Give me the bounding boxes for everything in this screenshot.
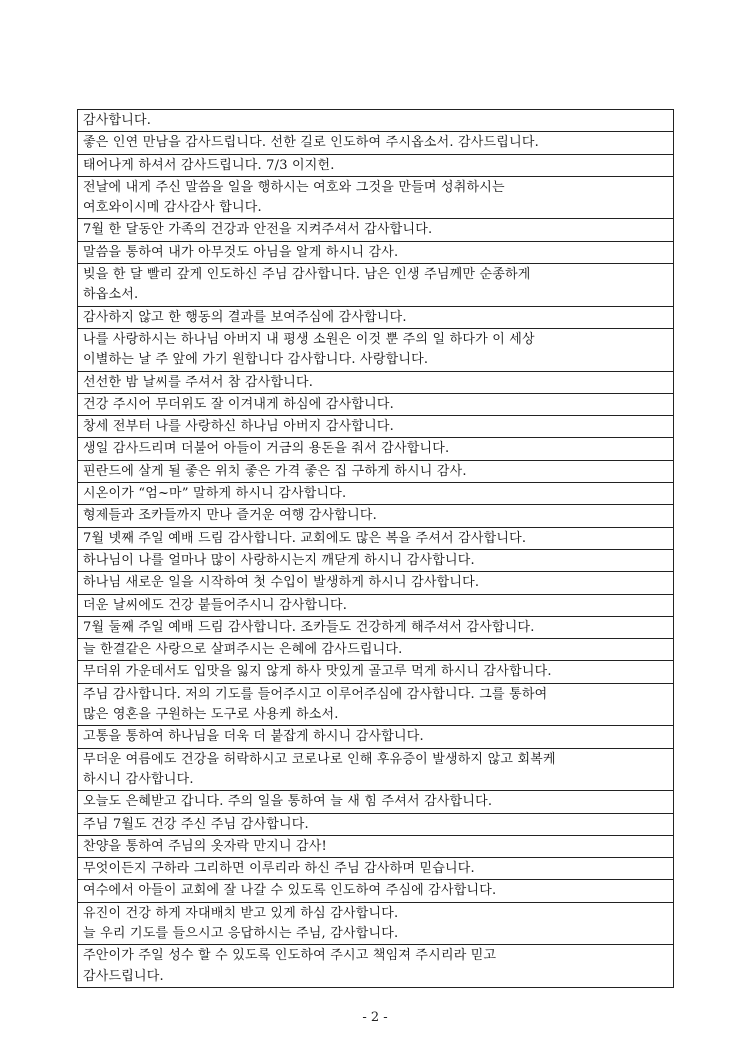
thanksgiving-entry: 말씀을 통하여 내가 아무것도 아님을 알게 하시니 감사. [78, 241, 674, 263]
thanksgiving-entry: 주안이가 주일 성수 할 수 있도록 인도하여 주시고 책임져 주시리라 믿고 감사드립니다. [78, 945, 674, 988]
thanksgiving-entry: 건강 주시어 무더위도 잘 이겨내게 하심에 감사합니다. [78, 393, 674, 415]
thanksgiving-entry: 핀란드에 살게 될 좋은 위치 좋은 가격 좋은 집 구하게 하시니 감사. [78, 460, 674, 482]
thanksgiving-entry: 무더운 여름에도 건강을 허락하시고 코로나로 인해 후유증이 발생하지 않고 회복케 하시니 감사합니다. [78, 748, 674, 791]
thanksgiving-entry: 오늘도 은혜받고 갑니다. 주의 일을 통하여 늘 새 힘 주셔서 감사합니다. [78, 791, 674, 813]
table-row [78, 594, 674, 616]
thanksgiving-entry: 주님 7월도 건강 주신 주님 감사합니다. [78, 813, 674, 835]
thanksgiving-entry: 감사하지 않고 한 행동의 결과를 보여주심에 감사합니다. [78, 306, 674, 328]
table-row [78, 264, 674, 307]
table-row [78, 241, 674, 263]
thanksgiving-entry: 빚을 한 달 빨리 갚게 인도하신 주님 감사합니다. 남은 인생 주님께만 순종하게 하옵소서. [78, 264, 674, 307]
table-row [78, 438, 674, 460]
table-row [78, 110, 674, 132]
thanksgiving-entry: 무엇이든지 구하라 그리하면 이루리라 하신 주님 감사하며 믿습니다. [78, 858, 674, 880]
table-row [78, 176, 674, 219]
table-row [78, 132, 674, 154]
thanksgiving-entry: 창세 전부터 나를 사랑하신 하나님 아버지 감사합니다. [78, 416, 674, 438]
thanksgiving-entry: 생일 감사드리며 더불어 아들이 거금의 용돈을 줘서 감사합니다. [78, 438, 674, 460]
thanksgiving-entry: 더운 날씨에도 건강 붙들어주시니 감사합니다. [78, 594, 674, 616]
table-row [78, 639, 674, 661]
thanksgiving-entry: 태어나게 하셔서 감사드립니다. 7/3 이지헌. [78, 154, 674, 176]
table-row [78, 945, 674, 988]
table-row [78, 726, 674, 748]
table-row [78, 483, 674, 505]
thanksgiving-entry: 7월 둘째 주일 예배 드림 감사합니다. 조카들도 건강하게 해주셔서 감사합니다. [78, 616, 674, 638]
thanksgiving-entry: 7월 한 달동안 가족의 건강과 안전을 지켜주셔서 감사합니다. [78, 219, 674, 241]
table-row [78, 572, 674, 594]
table-row [78, 219, 674, 241]
table-row [78, 393, 674, 415]
thanksgiving-entry: 감사합니다. [78, 110, 674, 132]
thanksgiving-entry: 고통을 통하여 하나님을 더욱 더 붙잡게 하시니 감사합니다. [78, 726, 674, 748]
thanksgiving-entry: 7월 넷째 주일 예배 드림 감사합니다. 교회에도 많은 복을 주셔서 감사합니다. [78, 527, 674, 549]
table-row [78, 416, 674, 438]
thanksgiving-entry: 유진이 건강 하게 자대배치 받고 있게 하심 감사합니다. 늘 우리 기도를 들으시고 응답하시는 주님, 감사합니다. [78, 902, 674, 945]
thanksgiving-entry: 하나님 새로운 일을 시작하여 첫 수입이 발생하게 하시니 감사합니다. [78, 572, 674, 594]
page-number: - 2 - [362, 1010, 388, 1025]
table-row [78, 880, 674, 902]
thanksgiving-entry: 나를 사랑하시는 하나님 아버지 내 평생 소원은 이것 뿐 주의 일 하다가 이 세상 이별하는 날 주 앞에 가기 원합니다 감사합니다. 사랑합니다. [78, 328, 674, 371]
thanksgiving-entry: 좋은 인연 만남을 감사드립니다. 선한 길로 인도하여 주시옵소서. 감사드립니다. [78, 132, 674, 154]
table-row [78, 616, 674, 638]
table-row [78, 549, 674, 571]
thanksgiving-entry: 하나님이 나를 얼마나 많이 사랑하시는지 깨닫게 하시니 감사합니다. [78, 549, 674, 571]
table-row [78, 902, 674, 945]
thanksgiving-entry: 전날에 내게 주신 말씀을 일을 행하시는 여호와 그것을 만들며 성취하시는 여호와이시메 감사감사 합니다. [78, 176, 674, 219]
table-row [78, 661, 674, 683]
table-row [78, 835, 674, 857]
thanksgiving-entry: 형제들과 조카들까지 만나 즐거운 여행 감사합니다. [78, 505, 674, 527]
table-row [78, 371, 674, 393]
thanksgiving-entry: 여수에서 아들이 교회에 잘 나갈 수 있도록 인도하여 주심에 감사합니다. [78, 880, 674, 902]
thanksgiving-entry: 무더위 가운데서도 입맛을 잃지 않게 하사 맛있게 골고루 먹게 하시니 감사합니다. [78, 661, 674, 683]
thanksgiving-entry: 주님 감사합니다. 저의 기도를 들어주시고 이루어주심에 감사합니다. 그를 통하여 많은 영혼을 구원하는 도구로 사용케 하소서. [78, 683, 674, 726]
table-row [78, 813, 674, 835]
table-row [78, 460, 674, 482]
table-row [78, 791, 674, 813]
table-row [78, 154, 674, 176]
thanksgiving-entry: 시온이가 “엄~마” 말하게 하시니 감사합니다. [78, 483, 674, 505]
thanksgiving-entry: 늘 한결같은 사랑으로 살펴주시는 은혜에 감사드립니다. [78, 639, 674, 661]
thanksgiving-table [77, 109, 674, 988]
table-row [78, 306, 674, 328]
table-row [78, 748, 674, 791]
table-row [78, 858, 674, 880]
table-row [78, 505, 674, 527]
thanksgiving-entry: 찬양을 통하여 주님의 옷자락 만지니 감사! [78, 835, 674, 857]
table-body [78, 110, 674, 988]
table-row [78, 328, 674, 371]
table-row [78, 683, 674, 726]
thanksgiving-entry: 선선한 밤 날씨를 주셔서 참 감사합니다. [78, 371, 674, 393]
table-row [78, 527, 674, 549]
